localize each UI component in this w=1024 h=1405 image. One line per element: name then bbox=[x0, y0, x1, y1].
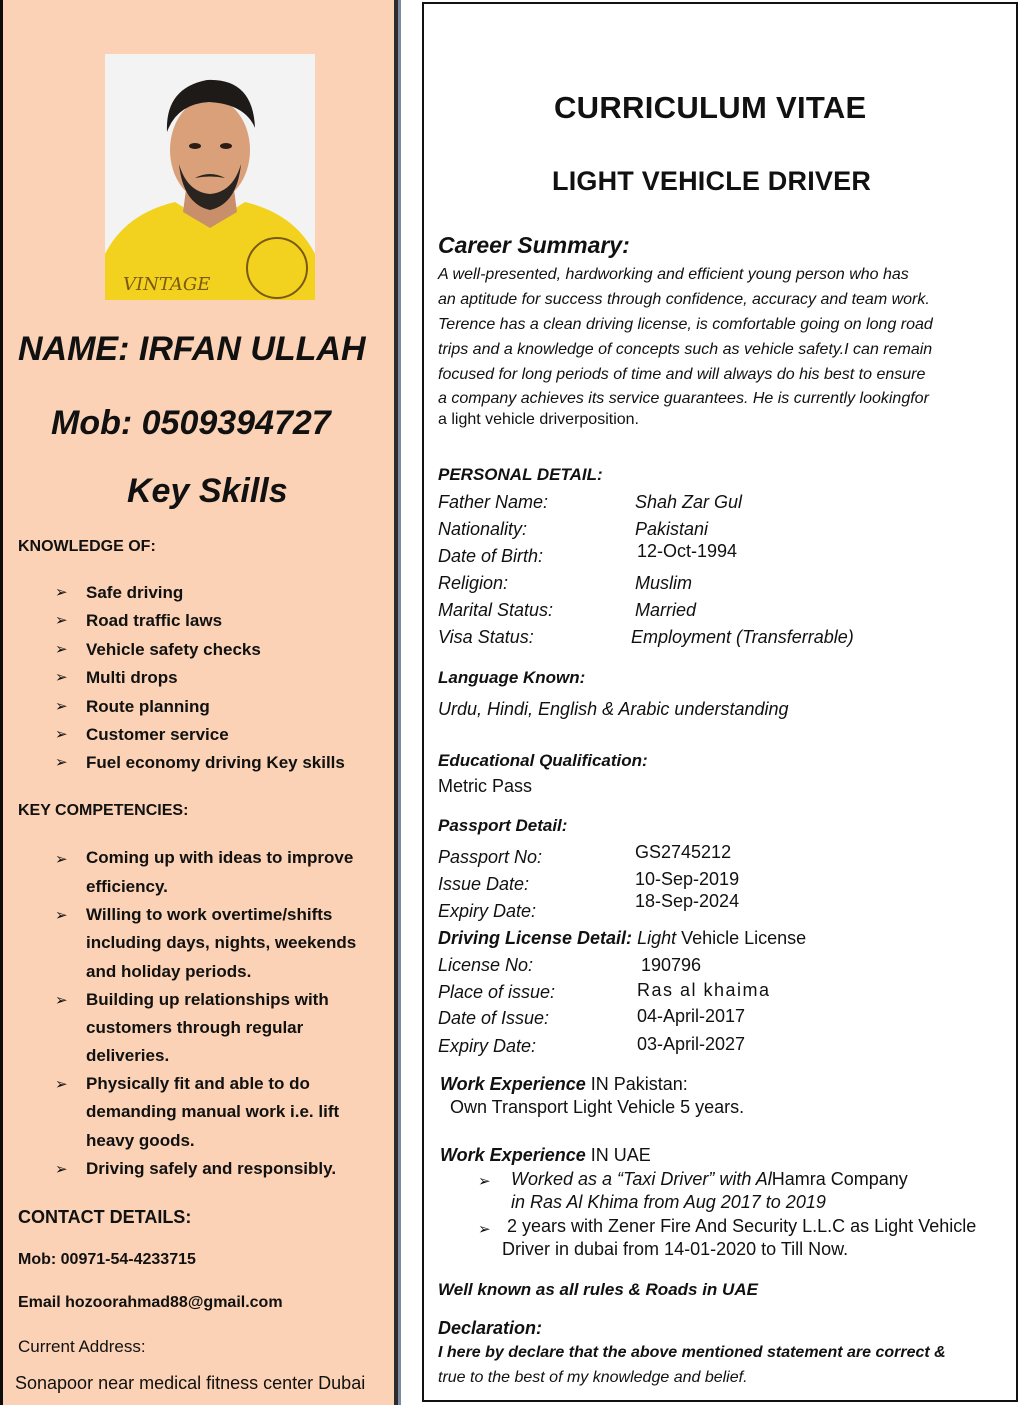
detail-label: Date of Issue: bbox=[438, 1008, 550, 1028]
svg-text:VINTAGE: VINTAGE bbox=[123, 274, 211, 295]
career-line: A well-presented, hardworking and efficient young person who has bbox=[438, 266, 909, 283]
career-line: an aptitude for success through confidence, accuracy and team work. bbox=[438, 291, 930, 308]
bullet-arrow-icon: ➢ bbox=[55, 1076, 68, 1093]
work-pakistan-heading: Work Experience bbox=[440, 1074, 586, 1094]
declaration-line: true to the best of my knowledge and belief. bbox=[438, 1369, 748, 1386]
work-uae-heading: Work Experience bbox=[440, 1145, 586, 1165]
detail-value: Married bbox=[635, 600, 697, 620]
work-uae-item-1-a: Worked as a “Taxi Driver” with Al bbox=[511, 1169, 772, 1189]
work-pakistan-heading-row bbox=[440, 1074, 688, 1095]
detail-label: Marital Status: bbox=[438, 600, 554, 620]
competency-line: including days, nights, weekends bbox=[86, 933, 357, 952]
license-heading: Driving License Detail: bbox=[438, 928, 633, 948]
detail-value: 12-Oct-1994 bbox=[637, 541, 738, 561]
detail-label: Passport No: bbox=[438, 847, 543, 867]
competency-line: efficiency. bbox=[86, 877, 168, 896]
bullet-arrow-icon: ➢ bbox=[55, 992, 68, 1009]
declaration-line: I here by declare that the above mentioned statement are correct & bbox=[438, 1344, 946, 1361]
competency-line: Driving safely and responsibly. bbox=[86, 1159, 337, 1178]
detail-label: Nationality: bbox=[438, 519, 528, 539]
career-line: focused for long periods of time and will always do his best to ensure bbox=[438, 366, 926, 383]
detail-label: Religion: bbox=[438, 573, 509, 593]
work-uae-item-2-b: years with Zener Fire And Security L.L.C as Light Vehicle bbox=[517, 1216, 977, 1236]
bullet-arrow-icon: ➢ bbox=[478, 1173, 491, 1190]
bullet-arrow-icon: ➢ bbox=[55, 851, 68, 868]
competency-line: Physically fit and able to do bbox=[86, 1074, 310, 1093]
language-heading: Language Known: bbox=[438, 668, 586, 687]
contact-email: Email hozoorahmad88@gmail.com bbox=[18, 1294, 283, 1311]
detail-value: Ras al khaima bbox=[637, 980, 771, 1000]
job-title: LIGHT VEHICLE DRIVER bbox=[552, 166, 872, 196]
candidate-name: NAME: IRFAN ULLAH bbox=[18, 330, 366, 368]
competency-line: Building up relationships with bbox=[86, 990, 329, 1009]
passport-heading: Passport Detail: bbox=[438, 816, 568, 835]
work-uae-item-2-a: 2 bbox=[507, 1216, 518, 1236]
declaration-heading: Declaration: bbox=[438, 1318, 543, 1338]
work-uae-item-1-b: Hamra Company bbox=[771, 1169, 908, 1189]
competency-line: heavy goods. bbox=[86, 1131, 195, 1150]
career-line: a company achieves its service guarantees. He is currently lookingfor bbox=[438, 390, 929, 407]
detail-label: Date of Birth: bbox=[438, 546, 544, 566]
contact-mobile: Mob: 00971-54-4233715 bbox=[18, 1251, 196, 1268]
education-heading: Educational Qualification: bbox=[438, 751, 648, 770]
work-uae-item-2-line-2: Driver in dubai from 14-01-2020 to Till Now. bbox=[502, 1239, 849, 1259]
career-line: Terence has a clean driving license, is comfortable going on long road bbox=[438, 316, 933, 333]
detail-label: Expiry Date: bbox=[438, 1036, 537, 1056]
license-heading-row bbox=[438, 928, 806, 949]
page-title: CURRICULUM VITAE bbox=[554, 90, 867, 125]
candidate-mobile: Mob: 0509394727 bbox=[51, 404, 331, 442]
work-uae-item-1-e: to 2019 bbox=[765, 1192, 826, 1212]
bullet-arrow-icon: ➢ bbox=[55, 907, 68, 924]
detail-label: Place of issue: bbox=[438, 982, 556, 1002]
detail-value: Employment (Transferrable) bbox=[631, 627, 854, 647]
column-divider bbox=[398, 0, 401, 1405]
sidebar: VINTAGE NAME: IRFAN ULLAH Mob: 0509394727 Key Skills KNOWLEDGE OF: ➢ Safe driving ➢ Road traffic laws ➢ Vehicle safety checks ➢ Multi drops ➢ Route planning ➢ Customer service ➢ Fuel economy driving Key skills KEY COMPETENCIES: ➢ Coming up with ideas to improve efficiency. ➢ Willing to work overtime/shifts including days, nights, weekends and holiday periods. ➢ Building up relationships with customers through regular deliveries. ➢ Physically fit and able to do demanding manual work i.e. lift heavy goods. ➢ Driving safely and responsibly. CONTACT DETAILS: Mob: 00971-54-4233715 Email hozoorahmad88@gmail.com Current Address: Sonapoor near medical fitness center Dubai bbox=[0, 0, 398, 1405]
competencies-heading: KEY COMPETENCIES: bbox=[18, 802, 189, 819]
detail-label: License No: bbox=[438, 955, 534, 975]
license-heading-light: Light bbox=[632, 928, 677, 948]
detail-value: 10-Sep-2019 bbox=[635, 869, 740, 889]
work-uae-item-1-c: in Ras Al Khima bbox=[511, 1192, 639, 1212]
work-uae-suffix: IN UAE bbox=[585, 1145, 651, 1165]
competency-line: Coming up with ideas to improve bbox=[86, 848, 354, 867]
education-value: Metric Pass bbox=[438, 776, 533, 796]
career-line: a light vehicle driverposition. bbox=[438, 411, 639, 428]
detail-label: Issue Date: bbox=[438, 874, 530, 894]
detail-value: 03-April-2027 bbox=[637, 1034, 746, 1054]
detail-value: 04-April-2017 bbox=[637, 1006, 746, 1026]
competency-line: demanding manual work i.e. lift bbox=[86, 1102, 340, 1121]
work-pakistan-suffix: IN Pakistan: bbox=[585, 1074, 688, 1094]
detail-label: Visa Status: bbox=[438, 627, 534, 647]
license-type: Vehicle License bbox=[676, 928, 807, 948]
career-heading: Career Summary: bbox=[438, 232, 630, 258]
bullet-arrow-icon: ➢ bbox=[55, 1161, 68, 1178]
career-line: trips and a knowledge of concepts such as vehicle safety.I can remain bbox=[438, 341, 933, 358]
known-line: Well known as all rules & Roads in UAE bbox=[438, 1280, 758, 1299]
address-value: Sonapoor near medical fitness center Dubai bbox=[15, 1373, 366, 1393]
bullet-arrow-icon: ➢ bbox=[478, 1221, 491, 1238]
competency-line: Willing to work overtime/shifts bbox=[86, 905, 333, 924]
language-value: Urdu, Hindi, English & Arabic understanding bbox=[438, 699, 789, 719]
detail-label: Father Name: bbox=[438, 492, 549, 512]
work-uae-item-1-line-2 bbox=[511, 1192, 826, 1213]
key-skills-heading: Key Skills bbox=[127, 472, 288, 510]
profile-photo bbox=[105, 54, 315, 300]
address-label: Current Address: bbox=[18, 1337, 146, 1356]
detail-value: Shah Zar Gul bbox=[635, 492, 743, 512]
knowledge-heading: KNOWLEDGE OF: bbox=[18, 538, 156, 555]
work-pakistan-line: Own Transport Light Vehicle 5 years. bbox=[450, 1097, 745, 1117]
detail-value: GS2745212 bbox=[635, 842, 732, 862]
work-uae-item-1-line-1 bbox=[511, 1169, 908, 1190]
personal-heading: PERSONAL DETAIL: bbox=[438, 465, 603, 484]
detail-label: Expiry Date: bbox=[438, 901, 537, 921]
competency-line: deliveries. bbox=[86, 1046, 170, 1065]
competency-line: and holiday periods. bbox=[86, 962, 252, 981]
work-uae-item-2-line-1 bbox=[507, 1216, 976, 1237]
competency-line: customers through regular bbox=[86, 1018, 304, 1037]
contact-heading: CONTACT DETAILS: bbox=[18, 1207, 192, 1227]
detail-value: 18-Sep-2024 bbox=[635, 891, 740, 911]
detail-value: Pakistani bbox=[635, 519, 709, 539]
work-uae-item-1-d: from Aug 2017 bbox=[638, 1192, 766, 1212]
detail-value: Muslim bbox=[635, 573, 692, 593]
main-panel bbox=[422, 2, 1018, 1402]
detail-value: 190796 bbox=[641, 955, 702, 975]
work-uae-heading-row bbox=[440, 1145, 651, 1166]
